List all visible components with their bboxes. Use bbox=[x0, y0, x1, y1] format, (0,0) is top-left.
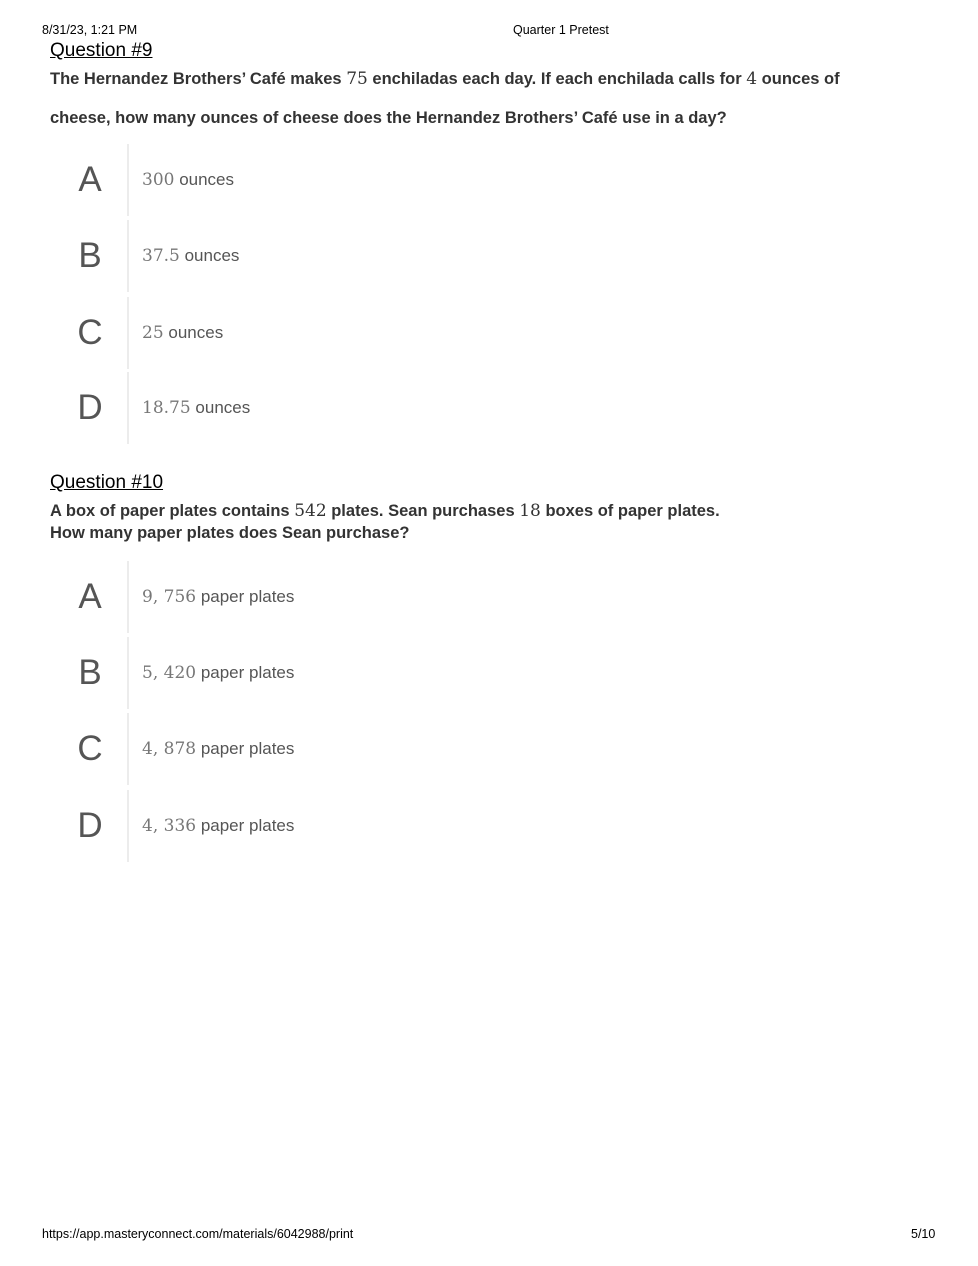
document-title: Quarter 1 Pretest bbox=[513, 23, 609, 37]
answer-value: 18.75 bbox=[142, 398, 191, 418]
question-text-segment: enchiladas each day. If each enchilada calls for bbox=[367, 70, 747, 88]
choice-letter: A bbox=[78, 577, 102, 616]
answer-value: 5, 420 bbox=[142, 663, 197, 683]
footer-url[interactable]: https://app.masteryconnect.com/materials/6042988/print bbox=[42, 1227, 354, 1241]
print-datetime: 8/31/23, 1:21 PM bbox=[42, 23, 138, 37]
question-9 bbox=[50, 40, 930, 62]
choice-b[interactable] bbox=[60, 637, 880, 709]
choice-answer bbox=[142, 713, 294, 785]
choice-answer bbox=[142, 297, 223, 369]
question-text-segment: How many paper plates does Sean purchase? bbox=[50, 524, 410, 542]
answer-unit: ounces bbox=[184, 246, 240, 265]
choice-letter: A bbox=[78, 160, 102, 199]
question-10 bbox=[50, 472, 930, 494]
question-text-segment: The Hernandez Brothers’ Café makes bbox=[50, 70, 347, 88]
choice-divider bbox=[127, 637, 129, 709]
choice-divider bbox=[127, 297, 129, 369]
answer-unit: paper plates bbox=[200, 663, 295, 682]
choice-c[interactable] bbox=[60, 713, 880, 785]
choice-b[interactable] bbox=[60, 220, 880, 292]
question-text-segment: A box of paper plates contains bbox=[50, 502, 295, 520]
choice-answer bbox=[142, 220, 239, 292]
question-title: Question #9 bbox=[50, 40, 153, 61]
choice-a[interactable] bbox=[60, 561, 880, 633]
question-number-value: 542 bbox=[294, 501, 327, 521]
choice-answer bbox=[142, 790, 294, 862]
answer-unit: paper plates bbox=[200, 587, 295, 606]
choice-divider bbox=[127, 561, 129, 633]
choice-divider bbox=[127, 713, 129, 785]
choice-answer bbox=[142, 144, 234, 216]
question-title: Question #10 bbox=[50, 472, 164, 493]
answer-value: 4, 878 bbox=[142, 739, 197, 759]
question-text-segment: plates. Sean purchases bbox=[326, 502, 520, 520]
question-9-text bbox=[50, 68, 930, 90]
answer-unit: ounces bbox=[179, 170, 235, 189]
answer-unit: paper plates bbox=[200, 816, 295, 835]
choice-divider bbox=[127, 144, 129, 216]
choice-letter: C bbox=[77, 313, 103, 352]
choice-divider bbox=[127, 220, 129, 292]
answer-value: 9, 756 bbox=[142, 587, 197, 607]
choice-answer bbox=[142, 637, 294, 709]
choice-letter: D bbox=[77, 388, 103, 427]
choice-letter: B bbox=[78, 653, 102, 692]
answer-value: 300 bbox=[142, 170, 175, 190]
question-number-value: 18 bbox=[519, 501, 541, 521]
question-text-segment: boxes of paper plates. bbox=[540, 502, 720, 520]
page-number: 5/10 bbox=[911, 1227, 936, 1241]
answer-value: 25 bbox=[142, 323, 164, 343]
answer-value: 4, 336 bbox=[142, 816, 197, 836]
choice-d[interactable] bbox=[60, 372, 880, 444]
choice-answer bbox=[142, 561, 294, 633]
question-10-text-line2 bbox=[50, 522, 930, 544]
answer-unit: ounces bbox=[195, 398, 251, 417]
choice-letter: B bbox=[78, 236, 102, 275]
choice-divider bbox=[127, 790, 129, 862]
answer-unit: ounces bbox=[168, 323, 224, 342]
choice-divider bbox=[127, 372, 129, 444]
choice-letter: D bbox=[77, 806, 103, 845]
question-number-value: 4 bbox=[746, 69, 758, 89]
question-10-text bbox=[50, 500, 930, 522]
choice-answer bbox=[142, 372, 250, 444]
answer-unit: paper plates bbox=[200, 739, 295, 758]
question-number-value: 75 bbox=[346, 69, 368, 89]
choice-c[interactable] bbox=[60, 297, 880, 369]
question-text-segment: ounces of bbox=[757, 70, 840, 88]
question-text-segment: cheese, how many ounces of cheese does the Hernandez Brothers’ Café use in a day? bbox=[50, 109, 727, 127]
question-9-text-line2 bbox=[50, 107, 930, 129]
choice-a[interactable] bbox=[60, 144, 880, 216]
answer-value: 37.5 bbox=[142, 246, 180, 266]
choice-d[interactable] bbox=[60, 790, 880, 862]
choice-letter: C bbox=[77, 729, 103, 768]
